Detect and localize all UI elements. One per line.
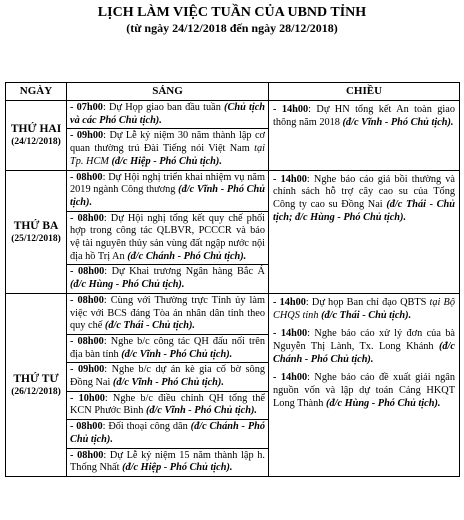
schedule-table <box>5 82 460 477</box>
item-text: : Cùng với Thường trực Tỉnh ủy làm việc với BCS đảng Tòa án nhân dân tỉnh theo quy chế <box>70 294 265 332</box>
day-date: (25/12/2018) <box>11 233 61 244</box>
item-time: 08h00 <box>77 449 104 461</box>
item-person: (đ/c Hùng - Phó Chủ tịch). <box>70 279 185 291</box>
item-dash: - <box>273 296 280 308</box>
day-cell <box>6 293 67 476</box>
day-date: (26/12/2018) <box>11 386 61 397</box>
document-subtitle: (từ ngày 24/12/2018 đến ngày 28/12/2018) <box>126 21 338 35</box>
day-name: THỨ BA <box>13 219 59 232</box>
morning-cell <box>67 293 269 476</box>
schedule-item <box>67 171 268 211</box>
item-time: 14h00 <box>281 104 309 115</box>
item-time: 14h00 <box>279 296 306 308</box>
item-person: (đ/c Hiệp - Phó Chủ tịch). <box>122 462 233 474</box>
item-time: 09h00 <box>76 130 104 142</box>
item-person: (đ/c Vĩnh - Phó Chủ tịch). <box>112 377 224 389</box>
item-text: : Nghe b/c điều chỉnh QH tổng thể KCN Phước Bình <box>70 392 265 417</box>
item-time: 10h00 <box>78 392 105 404</box>
item-person: (đ/c Hiệp - Phó Chủ tịch). <box>111 155 222 167</box>
item-text: : Nghe báo cáo giá bồi thường và chính sách hỗ trợ cây cao su của Tổng Công ty cao su Đồng Nai <box>273 173 455 210</box>
item-dash: - <box>70 102 77 113</box>
item-dash: - <box>273 173 281 185</box>
morning-cell <box>67 170 269 293</box>
column-header-day: NGÀY <box>6 83 67 101</box>
item-person: (đ/c Hùng - Phó Chủ tịch). <box>326 397 441 409</box>
item-time: 08h00 <box>77 266 105 278</box>
item-dash: - <box>70 294 78 306</box>
item-place: tại Tp. HCM <box>70 143 265 167</box>
column-header-afternoon: CHIỀU <box>269 83 460 101</box>
item-text: : Nghe b/c dự án kè gia cố bờ sông Đồng Nai <box>70 364 265 389</box>
schedule-item <box>269 171 459 228</box>
item-time: 08h00 <box>77 294 104 306</box>
day-name: THỨ TƯ <box>13 372 59 385</box>
schedule-item <box>269 101 459 132</box>
item-dash: - <box>70 392 79 404</box>
item-text: : Dự Hội nghị tổng kết quy chế phối hợp trong công tác QLBVR, PCCCR và bảo vệ tài nguyên thủy sản vùng đất ngập nước nội địa hồ Trị An <box>70 212 265 262</box>
item-time: 08h00 <box>76 421 103 433</box>
item-person: (đ/c Vĩnh - Phó Chủ tịch). <box>121 348 233 360</box>
item-text: : Dự HN tổng kết An toàn giao thông năm 2018 <box>273 104 455 128</box>
item-dash: - <box>70 171 77 183</box>
item-time: 07h00 <box>76 102 103 113</box>
item-dash: - <box>70 449 78 461</box>
header-row <box>6 83 460 101</box>
item-dash: - <box>70 421 77 433</box>
schedule-item <box>269 294 459 325</box>
schedule-item <box>67 128 268 169</box>
item-time: 08h00 <box>76 171 103 183</box>
schedule-item <box>67 211 268 265</box>
item-person: (đ/c Vĩnh - Phó Chủ tịch). <box>70 184 266 208</box>
item-person: (đ/c Chánh - Phó Chủ tịch). <box>70 421 265 445</box>
item-time: 14h00 <box>280 328 308 340</box>
schedule-item <box>67 264 268 292</box>
item-person: (đ/c Thái - Chủ tịch; đ/c Hùng - Phó Chủ tịch). <box>273 198 455 223</box>
afternoon-cell <box>269 293 460 476</box>
item-dash: - <box>70 266 78 278</box>
item-text: : Nghe báo cáo đề xuất giải ngân nguồn vốn và lập dự toán Cảng HKQT Long Thành <box>273 372 455 409</box>
schedule-item <box>67 294 268 334</box>
document-title: LỊCH LÀM VIỆC TUẦN CỦA UBND TỈNH <box>97 5 367 20</box>
schedule-item <box>67 101 268 128</box>
item-time: 14h00 <box>280 173 307 185</box>
item-person: (Chủ tịch và các Phó Chủ tịch). <box>70 102 265 126</box>
item-time: 14h00 <box>280 372 308 384</box>
item-text: : Dự Lễ kỷ niệm 15 năm thành lập h. Thống Nhất <box>70 449 265 474</box>
afternoon-cell <box>269 101 460 171</box>
item-place: tại Bộ CHQS tỉnh <box>273 296 455 321</box>
table-row <box>6 293 460 476</box>
item-dash: - <box>273 372 281 384</box>
item-text: : Dự Khai trương Ngân hàng Bắc Á <box>104 266 265 278</box>
item-text: : Dự Lễ kỷ niệm 30 năm thành lập cơ quan thường trú Đài Tiếng nói Việt Nam <box>70 130 265 155</box>
item-person: (đ/c Thái - Chủ tịch). <box>321 309 412 321</box>
schedule-item <box>67 448 268 476</box>
item-dash: - <box>273 328 281 340</box>
item-person: (đ/c Chánh - Phó Chủ tịch). <box>127 250 247 262</box>
column-header-morning: SÁNG <box>67 83 269 101</box>
item-text: : Dự họp Ban chỉ đạo QBTS <box>305 296 430 308</box>
schedule-item <box>269 325 459 369</box>
schedule-body <box>6 101 460 477</box>
day-name: THỨ HAI <box>10 123 62 136</box>
day-date: (24/12/2018) <box>11 137 61 148</box>
item-text: : Dự Họp giao ban đầu tuần <box>102 102 225 113</box>
schedule-item <box>269 369 459 413</box>
schedule-item <box>67 362 268 390</box>
item-person: (đ/c Vĩnh - Phó Chủ tịch). <box>342 116 454 128</box>
item-person: (đ/c Chánh - Phó Chủ tịch). <box>273 340 455 365</box>
schedule-item <box>67 391 268 419</box>
item-time: 08h00 <box>77 335 104 347</box>
item-text: : Nghe báo cáo xử lý đơn của bà Nguyễn Thị Lành, Tx. Long Khánh <box>273 328 455 352</box>
item-text: : Nghe b/c công tác QH đấu nối trên địa bàn tỉnh <box>70 335 265 360</box>
item-dash: - <box>70 212 78 224</box>
item-dash: - <box>70 335 78 347</box>
item-dash: - <box>273 104 282 115</box>
day-cell <box>6 101 67 171</box>
schedule-item <box>67 334 268 362</box>
item-text: : Dự Hội nghị triển khai nhiệm vụ năm 2019 ngành Công thương <box>70 171 265 196</box>
table-row <box>6 101 460 171</box>
day-cell <box>6 170 67 293</box>
schedule-item <box>67 419 268 447</box>
item-dash: - <box>70 364 78 376</box>
table-row <box>6 170 460 293</box>
item-person: (đ/c Vĩnh - Phó Chủ tịch). <box>145 405 257 417</box>
item-text: : Đối thoại công dân <box>102 421 191 433</box>
item-time: 09h00 <box>77 364 105 376</box>
afternoon-cell <box>269 170 460 293</box>
item-time: 08h00 <box>77 212 104 224</box>
item-dash: - <box>70 130 77 142</box>
morning-cell <box>67 101 269 171</box>
item-person: (đ/c Thái - Chủ tịch). <box>104 320 195 332</box>
